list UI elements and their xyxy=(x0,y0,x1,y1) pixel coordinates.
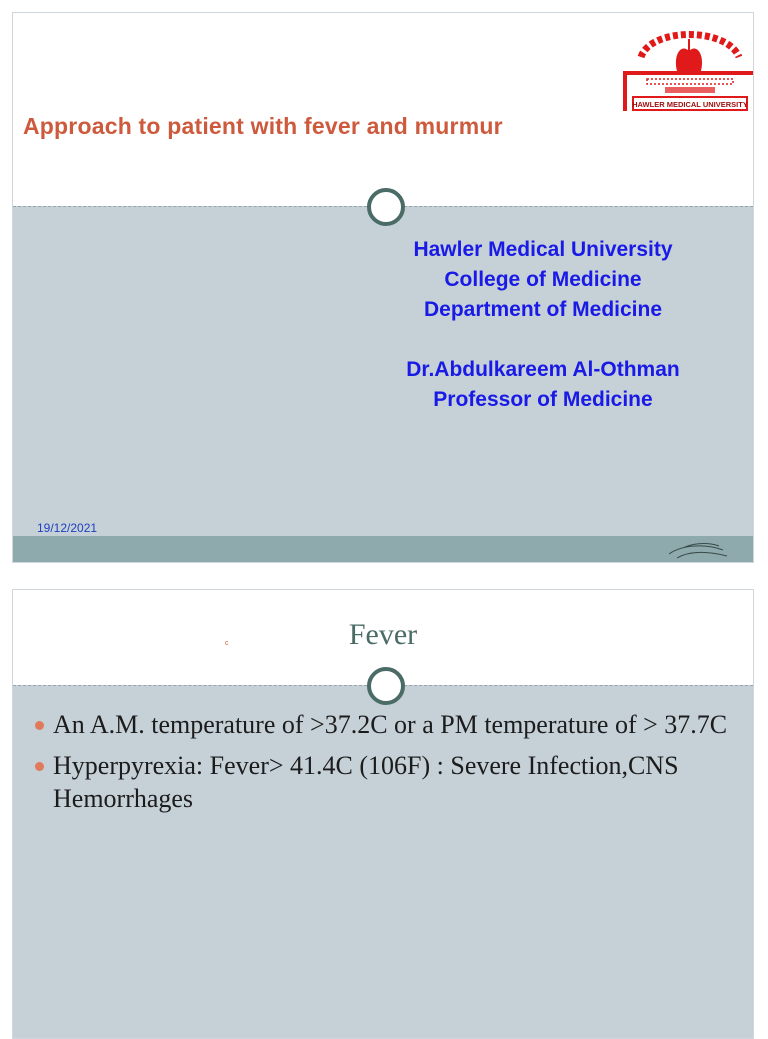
circle-ornament-icon xyxy=(367,667,405,705)
info-line-college: College of Medicine xyxy=(444,268,642,291)
title-slide xyxy=(12,12,754,563)
circle-ornament-icon xyxy=(367,188,405,226)
bullet-dot-icon xyxy=(35,721,44,730)
slide-title: Approach to patient with fever and murmur xyxy=(23,113,503,139)
swirl-decoration-icon xyxy=(663,538,733,562)
slide-date: 19/12/2021 xyxy=(37,521,98,535)
bullet-dot-icon xyxy=(35,762,44,771)
slide-header xyxy=(13,13,753,206)
stray-mark: c xyxy=(225,640,229,647)
slide-title: Fever xyxy=(348,618,418,651)
hawler-medical-university-logo xyxy=(623,21,754,113)
bullet-list xyxy=(35,708,745,823)
slide-footer-bar xyxy=(13,536,753,562)
info-gap xyxy=(358,325,728,355)
list-item xyxy=(35,708,745,741)
info-line-department: Department of Medicine xyxy=(423,298,663,321)
info-line-university: Hawler Medical University xyxy=(413,238,673,261)
author-info xyxy=(358,235,728,415)
list-item xyxy=(35,749,745,815)
logo-text: HAWLER MEDICAL UNIVERSITY xyxy=(632,100,748,109)
bullet-text: Hyperpyrexia: Fever> 41.4C (106F) : Severe Infection,CNS Hemorrhages xyxy=(53,751,679,813)
fever-slide xyxy=(12,589,754,1039)
info-line-author: Dr.Abdulkareem Al-Othman xyxy=(406,358,680,381)
info-line-position: Professor of Medicine xyxy=(433,388,653,411)
bullet-text: An A.M. temperature of >37.2C or a PM temperature of > 37.7C xyxy=(53,710,728,739)
